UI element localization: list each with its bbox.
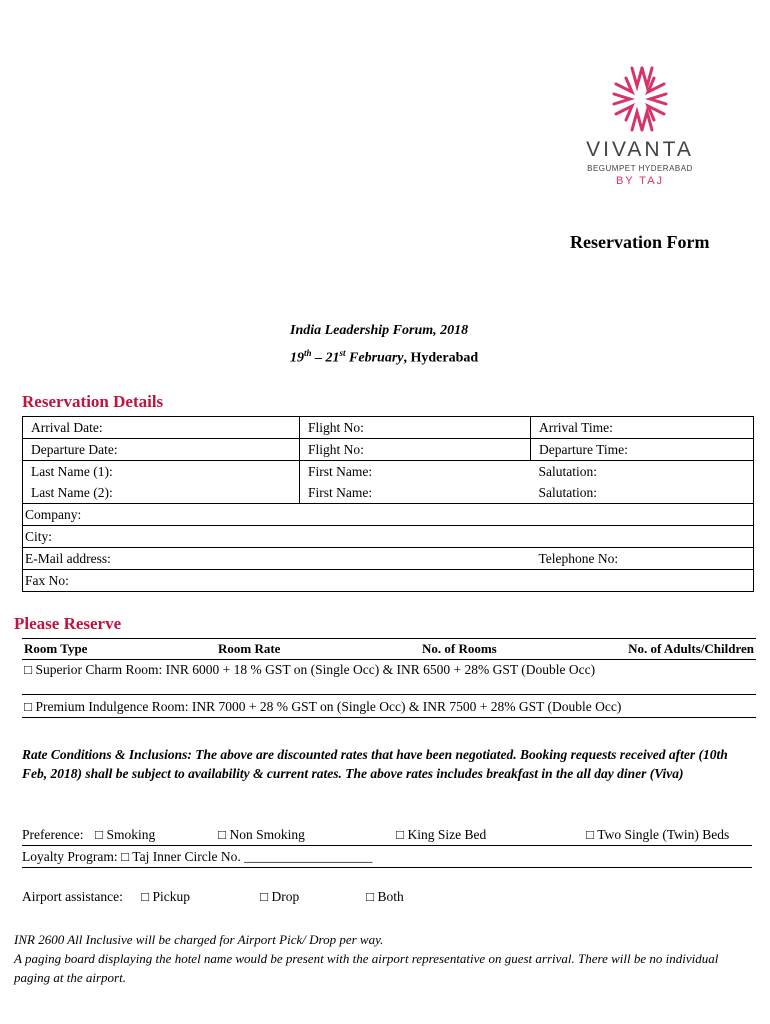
brand-location: BEGUMPET HYDERABAD bbox=[587, 164, 693, 173]
pickup-checkbox[interactable]: □ Pickup bbox=[141, 889, 191, 904]
rate-conditions: Rate Conditions & Inclusions: The above are discounted rates that have been negotiated. Booking requests received after (10th Feb, 2018) shall be subject to availability & current rates. The above rates includes breakfast in the all day diner (Viva) bbox=[22, 747, 728, 781]
table-header-row bbox=[22, 639, 756, 660]
event-dates: 19th – 21st February, Hyderabad bbox=[290, 348, 479, 366]
first-name-2-field[interactable]: First Name: bbox=[300, 482, 531, 504]
arrival-flight-field[interactable]: Flight No: bbox=[300, 417, 531, 439]
paging-note: A paging board displaying the hotel name would be present with the airport representative on guest arrival. There will be no individual paging at the airport. bbox=[14, 951, 719, 985]
drop-checkbox[interactable]: □ Drop bbox=[260, 889, 300, 904]
departure-flight-field[interactable]: Flight No: bbox=[300, 439, 531, 461]
table-row bbox=[23, 417, 754, 439]
hotel-logo bbox=[560, 64, 720, 187]
smoking-checkbox[interactable]: □ Smoking bbox=[95, 827, 156, 842]
column-header: No. of Rooms bbox=[420, 639, 584, 660]
preference-label: Preference: bbox=[22, 827, 84, 842]
table-row bbox=[23, 570, 754, 592]
both-checkbox[interactable]: □ Both bbox=[366, 889, 404, 904]
event-name: India Leadership Forum, 2018 bbox=[290, 323, 469, 338]
loyalty-program-field[interactable]: Loyalty Program: □ Taj Inner Circle No. ___________________ bbox=[22, 849, 373, 864]
column-header: Room Type bbox=[22, 639, 216, 660]
first-name-1-field[interactable]: First Name: bbox=[308, 463, 373, 479]
table-row bbox=[23, 548, 754, 570]
arrival-date-field[interactable]: Arrival Date: bbox=[23, 417, 300, 439]
vivanta-starburst-icon bbox=[608, 64, 672, 134]
telephone-field[interactable]: Telephone No: bbox=[531, 548, 754, 570]
departure-time-field[interactable]: Departure Time: bbox=[531, 439, 754, 461]
premium-room-option[interactable]: □ Premium Indulgence Room: INR 7000 + 28 % GST on (Single Occ) & INR 7500 + 28% GST (Double Occ) bbox=[22, 695, 756, 718]
divider bbox=[22, 845, 752, 846]
departure-date-field[interactable]: Departure Date: bbox=[23, 439, 300, 461]
table-row bbox=[23, 504, 754, 526]
column-header: No. of Adults/Children bbox=[584, 639, 756, 660]
brand-name: VIVANTA bbox=[586, 138, 694, 161]
table-row bbox=[23, 526, 754, 548]
non-smoking-checkbox[interactable]: □ Non Smoking bbox=[218, 827, 305, 842]
email-field[interactable]: E-Mail address: bbox=[23, 548, 531, 570]
brand-by-taj: BY TAJ bbox=[615, 175, 665, 187]
airport-notes bbox=[14, 930, 754, 987]
fax-field[interactable]: Fax No: bbox=[23, 570, 754, 592]
table-row bbox=[23, 461, 754, 483]
superior-room-option[interactable]: □ Superior Charm Room: INR 6000 + 18 % GST on (Single Occ) & INR 6500 + 28% GST (Double Occ) bbox=[22, 660, 756, 695]
reservation-details-table bbox=[22, 416, 754, 592]
arrival-time-field[interactable]: Arrival Time: bbox=[531, 417, 754, 439]
table-row bbox=[22, 660, 756, 695]
please-reserve-heading: Please Reserve bbox=[14, 614, 122, 633]
divider bbox=[22, 867, 752, 868]
event-info bbox=[290, 319, 478, 370]
salutation-2-field[interactable]: Salutation: bbox=[531, 482, 754, 504]
table-row bbox=[23, 482, 754, 504]
city-field[interactable]: City: bbox=[23, 526, 754, 548]
column-header: Room Rate bbox=[216, 639, 420, 660]
airport-assistance-label: Airport assistance: bbox=[22, 889, 123, 904]
airport-charge-note: INR 2600 All Inclusive will be charged for Airport Pick/ Drop per way. bbox=[14, 932, 384, 947]
reservation-details-heading: Reservation Details bbox=[22, 392, 164, 411]
page-title: Reservation Form bbox=[570, 232, 710, 252]
table-row bbox=[22, 695, 756, 718]
company-field[interactable]: Company: bbox=[23, 504, 754, 526]
room-table bbox=[22, 638, 756, 718]
last-name-1-field[interactable]: Last Name (1): bbox=[23, 461, 300, 483]
table-row bbox=[23, 439, 754, 461]
last-name-2-field[interactable]: Last Name (2): bbox=[23, 482, 300, 504]
twin-beds-checkbox[interactable]: □ Two Single (Twin) Beds bbox=[586, 827, 730, 842]
king-bed-checkbox[interactable]: □ King Size Bed bbox=[396, 827, 487, 842]
salutation-1-field[interactable]: Salutation: bbox=[531, 461, 754, 483]
